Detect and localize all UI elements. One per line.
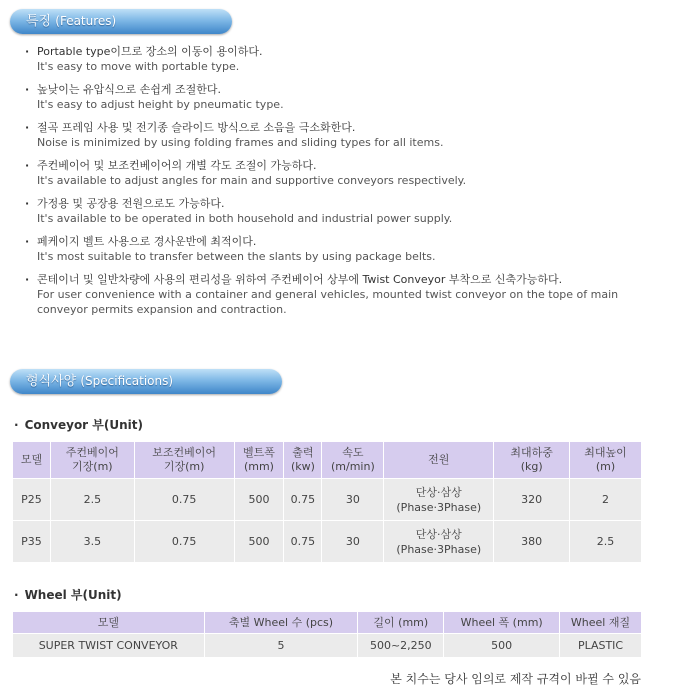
cell-model: P35 (13, 521, 51, 563)
cell-main-length: 3.5 (50, 521, 134, 563)
header-max-load: 최대하중 (kg) (494, 442, 570, 479)
footnote: 본 치수는 당사 임의로 제작 규격이 바뀔 수 있음 (390, 672, 641, 686)
table-header-row (13, 612, 642, 634)
feature-item (22, 234, 662, 264)
feature-item (22, 120, 662, 150)
cell-belt-width: 500 (234, 479, 284, 521)
bullet-icon: · (14, 588, 19, 602)
feature-en: Noise is minimized by using folding frames and sliding types for all items. (37, 136, 444, 149)
table-row (13, 479, 642, 521)
wheel-spec-table (12, 611, 642, 658)
table-header-row (13, 442, 642, 479)
specs-title-ko: 형식사양 (26, 374, 77, 389)
bullet-icon: · (25, 45, 30, 58)
cell-power: 0.75 (284, 479, 322, 521)
header-belt-width: 벨트폭 (mm) (234, 442, 284, 479)
cell-max-height: 2.5 (570, 521, 642, 563)
header-model: 모델 (13, 442, 51, 479)
feature-item (22, 196, 662, 226)
header-length: 길이 (mm) (358, 612, 444, 634)
cell-max-load: 320 (494, 479, 570, 521)
bullet-icon: · (25, 83, 30, 96)
cell-sub-length: 0.75 (134, 521, 234, 563)
feature-en: It's easy to move with portable type. (37, 60, 240, 73)
header-max-height: 최대높이 (m) (570, 442, 642, 479)
bullet-icon: · (25, 273, 30, 286)
feature-en: It's most suitable to transfer between the slants by using package belts. (37, 250, 436, 263)
specs-heading (10, 369, 282, 394)
conveyor-caption (14, 416, 143, 433)
cell-wheel-count: 5 (204, 634, 358, 658)
bullet-icon: · (25, 197, 30, 210)
table-row (13, 634, 642, 658)
feature-en: It's easy to adjust height by pneumatic type. (37, 98, 284, 111)
feature-item (22, 82, 662, 112)
features-heading (10, 9, 232, 34)
specs-title-en: (Specifications) (80, 374, 174, 388)
feature-ko: Portable type이므로 장소의 이동이 용이하다. (37, 45, 263, 58)
cell-power-supply: 단상·삼상 (Phase·3Phase) (384, 479, 494, 521)
bullet-icon: · (14, 418, 19, 432)
bullet-icon: · (25, 235, 30, 248)
feature-en: For user convenience with a container and general vehicles, mounted twist conveyor on the tope of main conveyor permits expansion and contraction. (37, 288, 619, 316)
cell-belt-width: 500 (234, 521, 284, 563)
header-wheel-width: Wheel 폭 (mm) (444, 612, 560, 634)
cell-wheel-width: 500 (444, 634, 560, 658)
conveyor-spec-table (12, 441, 642, 563)
header-sub-length: 보조컨베이어 기장(m) (134, 442, 234, 479)
cell-power: 0.75 (284, 521, 322, 563)
feature-ko: 페케이지 벨트 사용으로 경사운반에 최적이다. (37, 235, 257, 248)
cell-power-supply: 단상·삼상 (Phase·3Phase) (384, 521, 494, 563)
bullet-icon: · (25, 159, 30, 172)
header-power-supply: 전원 (384, 442, 494, 479)
feature-ko: 콘테이너 및 일반차량에 사용의 편리성을 위하여 주컨베이어 상부에 Twist Conveyor 부착으로 신축가능하다. (37, 273, 563, 286)
header-model: 모델 (13, 612, 205, 634)
header-wheel-count: 축별 Wheel 수 (pcs) (204, 612, 358, 634)
feature-item (22, 158, 662, 188)
cell-model: SUPER TWIST CONVEYOR (13, 634, 205, 658)
feature-item (22, 272, 662, 317)
conveyor-caption-text: Conveyor 부(Unit) (24, 418, 143, 432)
features-title-ko: 특징 (26, 14, 52, 29)
wheel-caption-text: Wheel 부(Unit) (24, 588, 122, 602)
cell-max-height: 2 (570, 479, 642, 521)
cell-sub-length: 0.75 (134, 479, 234, 521)
cell-wheel-material: PLASTIC (560, 634, 642, 658)
feature-ko: 주컨베이어 및 보조컨베이어의 개별 각도 조절이 가능하다. (37, 159, 317, 172)
cell-model: P25 (13, 479, 51, 521)
bullet-icon: · (25, 121, 30, 134)
cell-speed: 30 (322, 521, 384, 563)
wheel-caption (14, 586, 122, 603)
feature-ko: 절곡 프레임 사용 및 전기종 슬라이드 방식으로 소음을 극소화한다. (37, 121, 356, 134)
cell-length: 500~2,250 (358, 634, 444, 658)
feature-ko: 높낮이는 유압식으로 손쉽게 조절한다. (37, 83, 222, 96)
feature-ko: 가정용 및 공장용 전원으로도 가능하다. (37, 197, 225, 210)
cell-max-load: 380 (494, 521, 570, 563)
table-row (13, 521, 642, 563)
features-list (22, 44, 662, 325)
feature-en: It's available to adjust angles for main and supportive conveyors respectively. (37, 174, 467, 187)
feature-en: It's available to be operated in both household and industrial power supply. (37, 212, 453, 225)
header-main-length: 주컨베이어 기장(m) (50, 442, 134, 479)
header-power: 출력 (kw) (284, 442, 322, 479)
feature-item (22, 44, 662, 74)
cell-main-length: 2.5 (50, 479, 134, 521)
features-title-en: (Features) (55, 14, 117, 28)
cell-speed: 30 (322, 479, 384, 521)
header-speed: 속도 (m/min) (322, 442, 384, 479)
header-wheel-material: Wheel 재질 (560, 612, 642, 634)
